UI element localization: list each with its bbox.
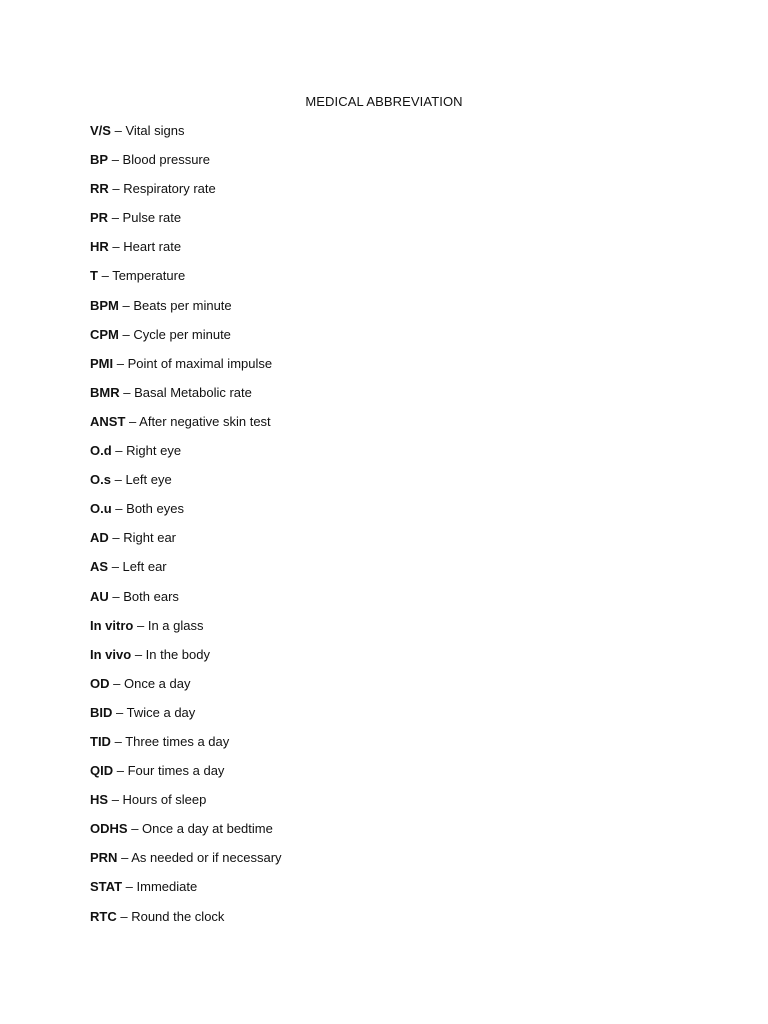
abbreviation-meaning: Pulse rate	[122, 210, 182, 226]
abbreviation-meaning: Beats per minute	[133, 297, 232, 313]
entry-separator: –	[121, 850, 129, 866]
abbreviation-term: ODHS	[90, 821, 128, 837]
entry-separator: –	[111, 210, 119, 226]
abbreviation-term: RTC	[90, 908, 117, 924]
abbreviation-meaning: Blood pressure	[122, 152, 210, 168]
abbreviation-entry	[90, 529, 282, 558]
entry-separator: –	[122, 326, 130, 342]
entry-separator: –	[111, 792, 119, 808]
abbreviation-entry	[90, 326, 282, 355]
abbreviation-term: QID	[90, 763, 114, 779]
abbreviation-meaning: Respiratory rate	[123, 181, 216, 197]
abbreviation-meaning: Vital signs	[125, 123, 185, 138]
abbreviation-meaning: Basal Metabolic rate	[134, 384, 252, 400]
entry-separator: –	[112, 181, 120, 197]
entry-separator: –	[112, 239, 120, 255]
abbreviation-term: STAT	[90, 879, 123, 895]
entry-separator: –	[114, 472, 122, 488]
abbreviation-entry	[90, 617, 282, 646]
abbreviation-meaning: Left eye	[125, 472, 172, 488]
abbreviation-term: BMR	[90, 384, 120, 400]
document-title: MEDICAL ABBREVIATION	[305, 94, 463, 109]
abbreviation-meaning: Both eyes	[126, 501, 184, 517]
abbreviation-term: BP	[90, 152, 109, 168]
abbreviation-meaning: In the body	[145, 646, 210, 662]
entry-separator: –	[116, 704, 124, 720]
entry-separator: –	[112, 530, 120, 546]
abbreviation-meaning: Three times a day	[125, 733, 230, 749]
abbreviation-term: ANST	[90, 413, 126, 429]
abbreviation-entry	[90, 297, 282, 326]
abbreviation-term: V/S	[90, 123, 111, 138]
entry-separator: –	[114, 123, 122, 138]
abbreviation-term: PMI	[90, 355, 114, 371]
abbreviation-entry	[90, 558, 282, 587]
abbreviation-entry	[90, 384, 282, 413]
abbreviation-list	[90, 122, 282, 937]
abbreviation-meaning: In a glass	[147, 617, 204, 633]
entry-separator: –	[115, 501, 123, 517]
abbreviation-meaning: Hours of sleep	[122, 792, 207, 808]
abbreviation-term: HR	[90, 239, 109, 255]
entry-separator: –	[115, 443, 123, 459]
abbreviation-meaning: As needed or if necessary	[131, 850, 282, 866]
entry-separator: –	[116, 355, 124, 371]
abbreviation-entry	[90, 675, 282, 704]
abbreviation-term: BID	[90, 704, 113, 720]
abbreviation-term: BPM	[90, 297, 119, 313]
abbreviation-term: T	[90, 268, 98, 284]
abbreviation-meaning: Right eye	[126, 443, 182, 459]
abbreviation-term: O.d	[90, 443, 112, 459]
abbreviation-entry	[90, 908, 282, 937]
abbreviation-term: OD	[90, 675, 110, 691]
entry-separator: –	[111, 559, 119, 575]
abbreviation-term: HS	[90, 792, 109, 808]
abbreviation-meaning: Point of maximal impulse	[127, 355, 273, 371]
abbreviation-term: In vitro	[90, 617, 134, 633]
abbreviation-entry	[90, 878, 282, 907]
abbreviation-meaning: Once a day	[123, 675, 191, 691]
abbreviation-entry	[90, 355, 282, 384]
abbreviation-entry	[90, 646, 282, 675]
abbreviation-term: In vivo	[90, 646, 132, 662]
abbreviation-meaning: Cycle per minute	[133, 326, 231, 342]
entry-separator: –	[112, 588, 120, 604]
abbreviation-meaning: Left ear	[122, 559, 167, 575]
abbreviation-entry	[90, 704, 282, 733]
abbreviation-term: CPM	[90, 326, 119, 342]
abbreviation-entry	[90, 442, 282, 471]
abbreviation-entry	[90, 122, 282, 151]
abbreviation-term: O.s	[90, 472, 111, 488]
abbreviation-entry	[90, 209, 282, 238]
abbreviation-entry	[90, 820, 282, 849]
abbreviation-meaning: After negative skin test	[139, 413, 271, 429]
entry-separator: –	[125, 879, 133, 895]
entry-separator: –	[122, 297, 130, 313]
abbreviation-entry	[90, 413, 282, 442]
abbreviation-entry	[90, 267, 282, 296]
entry-separator: –	[114, 733, 122, 749]
abbreviation-entry	[90, 500, 282, 529]
abbreviation-term: TID	[90, 733, 111, 749]
abbreviation-meaning: Heart rate	[123, 239, 182, 255]
entry-separator: –	[129, 413, 137, 429]
abbreviation-entry	[90, 762, 282, 791]
abbreviation-entry	[90, 471, 282, 500]
abbreviation-meaning: Once a day at bedtime	[142, 821, 273, 837]
abbreviation-term: O.u	[90, 501, 112, 517]
abbreviation-term: AU	[90, 588, 109, 604]
abbreviation-entry	[90, 588, 282, 617]
entry-separator: –	[116, 763, 124, 779]
abbreviation-entry	[90, 849, 282, 878]
abbreviation-meaning: Both ears	[123, 588, 179, 604]
abbreviation-entry	[90, 151, 282, 180]
abbreviation-meaning: Four times a day	[127, 763, 225, 779]
abbreviation-term: PR	[90, 210, 109, 226]
abbreviation-term: AS	[90, 559, 109, 575]
abbreviation-entry	[90, 180, 282, 209]
abbreviation-term: PRN	[90, 850, 118, 866]
entry-separator: –	[136, 617, 145, 633]
entry-separator: –	[131, 821, 139, 837]
abbreviation-entry	[90, 238, 282, 267]
abbreviation-meaning: Twice a day	[126, 704, 196, 720]
entry-separator: –	[120, 908, 128, 924]
abbreviation-term: AD	[90, 530, 109, 546]
abbreviation-entry	[90, 791, 282, 820]
entry-separator: –	[113, 675, 121, 691]
abbreviation-meaning: Right ear	[123, 530, 177, 546]
abbreviation-meaning: Immediate	[136, 879, 198, 895]
abbreviation-term: RR	[90, 181, 109, 197]
entry-separator: –	[123, 384, 131, 400]
abbreviation-meaning: Round the clock	[131, 908, 225, 924]
entry-separator: –	[134, 646, 143, 662]
abbreviation-entry	[90, 733, 282, 762]
entry-separator: –	[111, 152, 119, 168]
abbreviation-meaning: Temperature	[112, 268, 186, 284]
entry-separator: –	[101, 268, 109, 284]
